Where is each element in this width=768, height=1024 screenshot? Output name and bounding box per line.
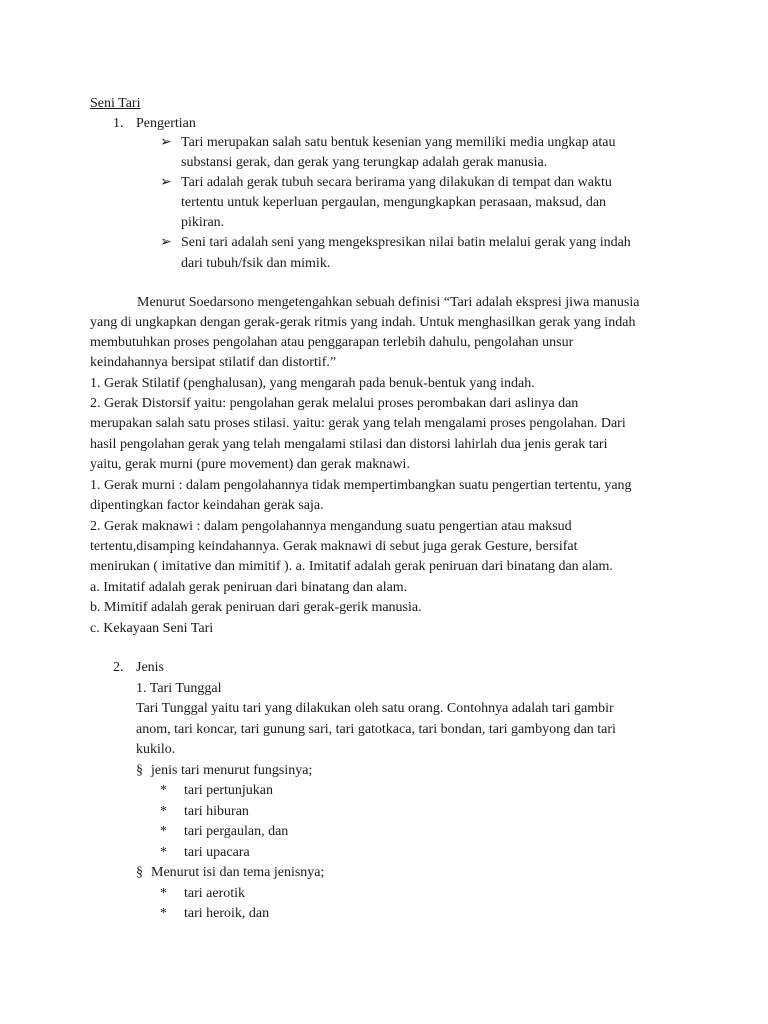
paragraph-line: Tari Tunggal yaitu tari yang dilakukan oleh satu orang. Contohnya adalah tari gambir [136, 701, 614, 716]
section-2-heading: Jenis [136, 660, 164, 675]
star-bullet-icon: * [160, 824, 167, 839]
body-line: yang di ungkapkan dengan gerak-gerak ritmis yang indah. Untuk menghasilkan gerak yang indah [90, 315, 636, 330]
arrow-bullet-icon: ➢ [160, 175, 172, 190]
body-line: menirukan ( imitative dan mimitif ). a. Imitatif adalah gerak peniruan dari binatang dan alam. [90, 559, 613, 574]
body-line: b. Mimitif adalah gerak peniruan dari gerak-gerik manusia. [90, 600, 422, 615]
sub-heading: 1. Tari Tunggal [136, 681, 222, 696]
body-line: membutuhkan proses pengolahan atau penggarapan terlebih dahulu, pengolahan unsur [90, 335, 574, 350]
body-line: dipentingkan factor keindahan gerak saja. [90, 498, 324, 513]
group-label: jenis tari menurut fungsinya; [151, 763, 313, 778]
body-line: a. Imitatif adalah gerak peniruan dari binatang dan alam. [90, 580, 408, 595]
section-sign-icon: § [136, 865, 143, 880]
body-line: c. Kekayaan Seni Tari [90, 621, 214, 636]
section-sign-icon: § [136, 763, 143, 778]
definition-line: tertentu untuk keperluan pergaulan, mengungkapkan perasaan, maksud, dan [181, 195, 607, 210]
body-line: Menurut Soedarsono mengetengahkan sebuah definisi “Tari adalah ekspresi jiwa manusia [137, 295, 640, 310]
document-title: Seni Tari [90, 96, 141, 111]
list-item: tari pergaulan, dan [184, 824, 289, 839]
list-item: tari hiburan [184, 804, 249, 819]
list-item: tari pertunjukan [184, 783, 274, 798]
star-bullet-icon: * [160, 804, 167, 819]
body-line: tertentu,disamping keindahannya. Gerak maknawi di sebut juga gerak Gesture, bersifat [90, 539, 578, 554]
definition-line: substansi gerak, dan gerak yang terungkap adalah gerak manusia. [181, 155, 548, 170]
star-bullet-icon: * [160, 845, 167, 860]
list-item: tari aerotik [184, 886, 246, 901]
list-item: tari heroik, dan [184, 906, 270, 921]
list-item: tari upacara [184, 845, 250, 860]
definition-line: Tari merupakan salah satu bentuk kesenian yang memiliki media ungkap atau [181, 135, 616, 150]
section-1-heading: Pengertian [136, 116, 196, 131]
body-line: merupakan salah satu proses stilasi. yaitu: gerak yang telah mengalami proses pengolahan. Dari [90, 416, 626, 431]
body-line: hasil pengolahan gerak yang telah mengalami stilasi dan distorsi lahirlah dua jenis gerak tari [90, 437, 608, 452]
body-line: 1. Gerak murni : dalam pengolahannya tidak mempertimbangkan suatu pengertian tertentu, yang [90, 478, 632, 493]
arrow-bullet-icon: ➢ [160, 235, 172, 250]
body-line: 2. Gerak Distorsif yaitu: pengolahan gerak melalui proses perombakan dari aslinya dan [90, 396, 579, 411]
paragraph-line: kukilo. [136, 742, 176, 757]
body-line: yaitu, gerak murni (pure movement) dan gerak maknawi. [90, 457, 410, 472]
section-1-number: 1. [113, 116, 124, 131]
body-line: 1. Gerak Stilatif (penghalusan), yang mengarah pada benuk-bentuk yang indah. [90, 376, 535, 391]
body-line: 2. Gerak maknawi : dalam pengolahannya mengandung suatu pengertian atau maksud [90, 519, 572, 534]
group-label: Menurut isi dan tema jenisnya; [151, 865, 325, 880]
definition-line: dari tubuh/fsik dan mimik. [181, 256, 331, 271]
star-bullet-icon: * [160, 886, 167, 901]
star-bullet-icon: * [160, 906, 167, 921]
body-line: keindahannya bersipat stilatif dan distortif.” [90, 355, 337, 370]
definition-line: Tari adalah gerak tubuh secara berirama yang dilakukan di tempat dan waktu [181, 175, 612, 190]
arrow-bullet-icon: ➢ [160, 135, 172, 150]
section-2-number: 2. [113, 660, 124, 675]
definition-line: Seni tari adalah seni yang mengekspresikan nilai batin melalui gerak yang indah [181, 235, 631, 250]
star-bullet-icon: * [160, 783, 167, 798]
definition-line: pikiran. [181, 215, 225, 230]
paragraph-line: anom, tari koncar, tari gunung sari, tari gatotkaca, tari bondan, tari gambyong dan tari [136, 722, 616, 737]
